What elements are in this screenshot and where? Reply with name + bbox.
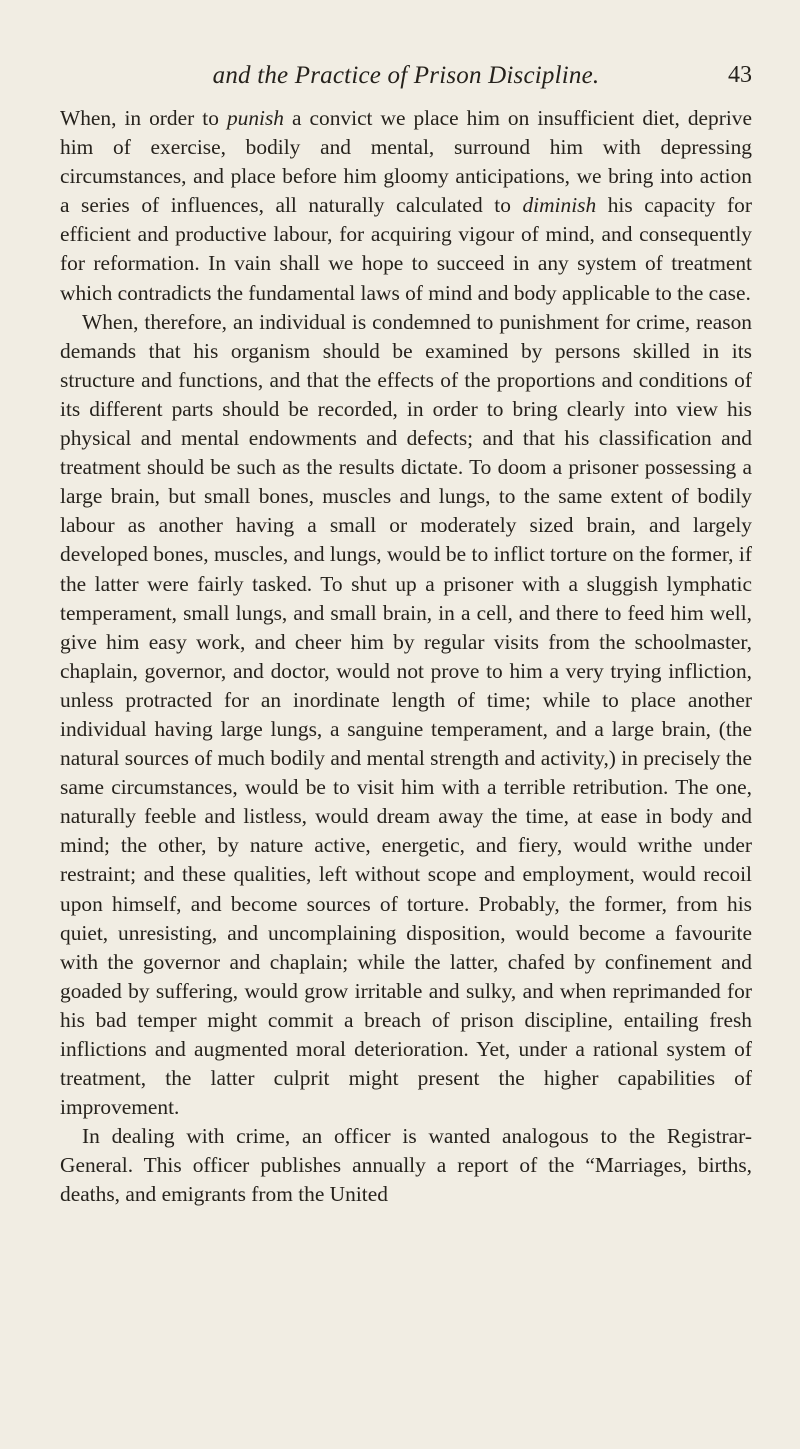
emphasis-diminish: diminish	[522, 193, 597, 218]
paragraph-2: When, therefore, an individual is condemned to punishment for crime, reason demands that his organism should be examined by persons skilled in its structure and functions, and that the effects of the proportions and conditions of its different parts should be recorded, in order to bring clearly into view his physical and mental endowments and defects; and that his classification and treatment should be such as the results dictate. To doom a prisoner possessing a large brain, but small bones, muscles and lungs, to the same extent of bodily labour as another having a small or moderately sized brain, and largely developed bones, muscles, and lungs, would be to inflict torture on the former, if the latter were fairly tasked. To shut up a prisoner with a sluggish lymphatic temperament, small lungs, and small brain, in a cell, and there to feed him well, give him easy work, and cheer him by regular visits from the schoolmaster, chaplain, governor, and doctor, would not prove to him a very trying infliction, unless protracted for an inordinate length of time; while to place another individual having large lungs, a sanguine temperament, and a large brain, (the natural sources of much bodily and mental strength and activity,) in precisely the same circumstances, would be to visit him with a terrible retribution. The one, naturally feeble and listless, would dream away the time, at ease in body and mind; the other, by nature active, energetic, and fiery, would writhe under restraint; and these qualities, left without scope and employment, would recoil upon himself, and become sources of torture. Probably, the former, from his quiet, unresisting, and uncomplaining disposition, would become a favourite with the governor and chaplain; while the latter, chafed by confinement and goaded by suffering, would grow irritable and sulky, and when reprimanded for his bad temper might commit a breach of prison discipline, entailing fresh inflictions and augmented moral deterioration. Yet, under a rational system of treatment, the latter culprit might present the higher capabilities of improvement.	[60, 309, 752, 1120]
paragraph-1-text-a: When, in order to	[60, 106, 227, 130]
paragraph-1-text-c: his capacity for efficient and productive labour, for acquiring vigour of mind, and consequently for reformation. In vain shall we hope to succeed in any system of treatment which contradicts the fundamental laws of mind and body applicable to the case.	[60, 193, 752, 305]
paragraph-1-text-b: a convict we place him on insufficient diet, deprive him of exercise, bodily and mental, surround him with depressing circumstances, and place before him gloomy anticipations, we bring into action a series of influences, all naturally calculated to	[60, 106, 752, 218]
emphasis-punish: punish	[226, 106, 284, 130]
paragraph-3: In dealing with crime, an officer is wanted analogous to the Registrar-General. This officer publishes annually a report of the “Marriages, births, deaths, and emigrants from the United	[60, 1124, 752, 1207]
running-head: and the Practice of Prison Discipline.	[212, 62, 600, 89]
paragraph-1	[60, 104, 752, 308]
page-header	[60, 50, 752, 89]
body-text	[60, 104, 752, 1210]
page-number: 43	[728, 62, 752, 88]
